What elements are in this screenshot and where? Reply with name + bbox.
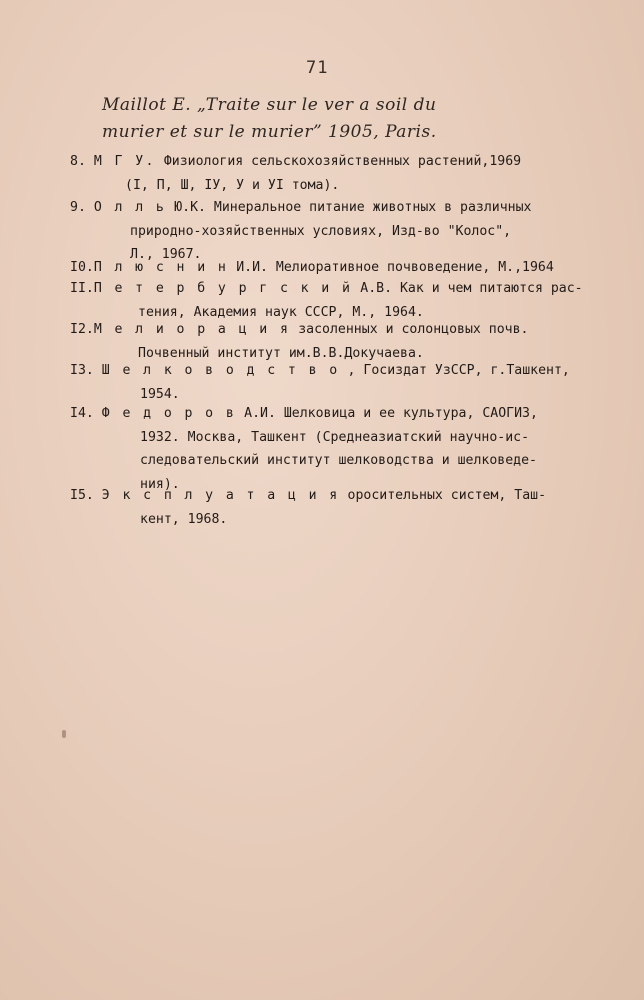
entry-number: I4. [70, 406, 94, 421]
entry-continuation: тения, Академия наук СССР, М., 1964. [138, 304, 424, 320]
entry-number: I5. [70, 488, 94, 503]
entry-author: П е т е р б у р г с к и й [93, 281, 353, 296]
handwritten-note-line: murier et sur le murier” 1905, Paris. [102, 122, 437, 142]
entry-text: Физиология сельскохозяйственных растений,1969 [163, 154, 522, 169]
handwritten-reference-note [100, 92, 437, 146]
entry-text: А.В. Как и чем питаются рас- [360, 281, 583, 296]
bibliography-entry [70, 484, 546, 531]
entry-author: М е л и о р а ц и я [93, 322, 291, 337]
entry-author: Э к с п л у а т а ц и я [101, 488, 340, 503]
entry-text: оросительных систем, Таш- [347, 488, 547, 503]
bibliography-entry [70, 359, 570, 406]
bibliography-entry [70, 256, 554, 280]
entry-author: Ш е л к о в о д с т в о [101, 363, 340, 378]
entry-continuation: природно-хозяйственных условиях, Изд-во "Колос", [130, 223, 512, 239]
entry-continuation: следовательский институт шелководства и шелковеде- [140, 453, 537, 468]
bibliography-entry [70, 402, 538, 496]
entry-continuation: ния). [140, 476, 180, 492]
entry-continuation: 1932. Москва, Ташкент (Среднеазиатский научно-ис- [140, 429, 530, 445]
handwritten-note-line: Maillot E. „Traite sur le ver a soil du [102, 95, 437, 115]
entry-number: II. [70, 281, 94, 296]
entry-continuation: кент, 1968. [140, 511, 228, 527]
entry-number: I2. [70, 322, 94, 337]
paper-mark [62, 730, 66, 738]
bibliography-entry [70, 277, 583, 324]
page-number: 71 [306, 58, 329, 78]
entry-author: П л ю с н и н [93, 260, 229, 275]
entry-continuation: Почвенный институт им.В.В.Докучаева. [138, 345, 424, 361]
entry-number: I3. [70, 363, 94, 378]
entry-text: И.И. Мелиоративное почвоведение, М.,1964 [236, 260, 554, 275]
entry-author: Ф е д о р о в [101, 406, 237, 421]
entry-number: 8. [70, 154, 86, 169]
entry-continuation: (I, П, Ш, IУ, У и УI тома). [125, 177, 340, 193]
entry-text: , Госиздат УзССР, г.Ташкент, [347, 363, 570, 378]
bibliography-entry [70, 318, 528, 365]
entry-number: I0. [70, 260, 94, 275]
entry-author: М Г У. [93, 154, 156, 169]
entry-continuation: Л., 1967. [130, 247, 202, 262]
entry-text: засоленных и солонцовых почв. [298, 322, 529, 337]
entry-text: Ю.К. Минеральное питание животных в различных [174, 200, 532, 215]
entry-number: 9. [70, 200, 86, 215]
entry-continuation: 1954. [140, 386, 180, 402]
entry-author: О л л ь [93, 200, 167, 215]
bibliography-entry [70, 150, 521, 197]
entry-text: А.И. Шелковица и ее культура, САОГИЗ, [244, 406, 538, 421]
